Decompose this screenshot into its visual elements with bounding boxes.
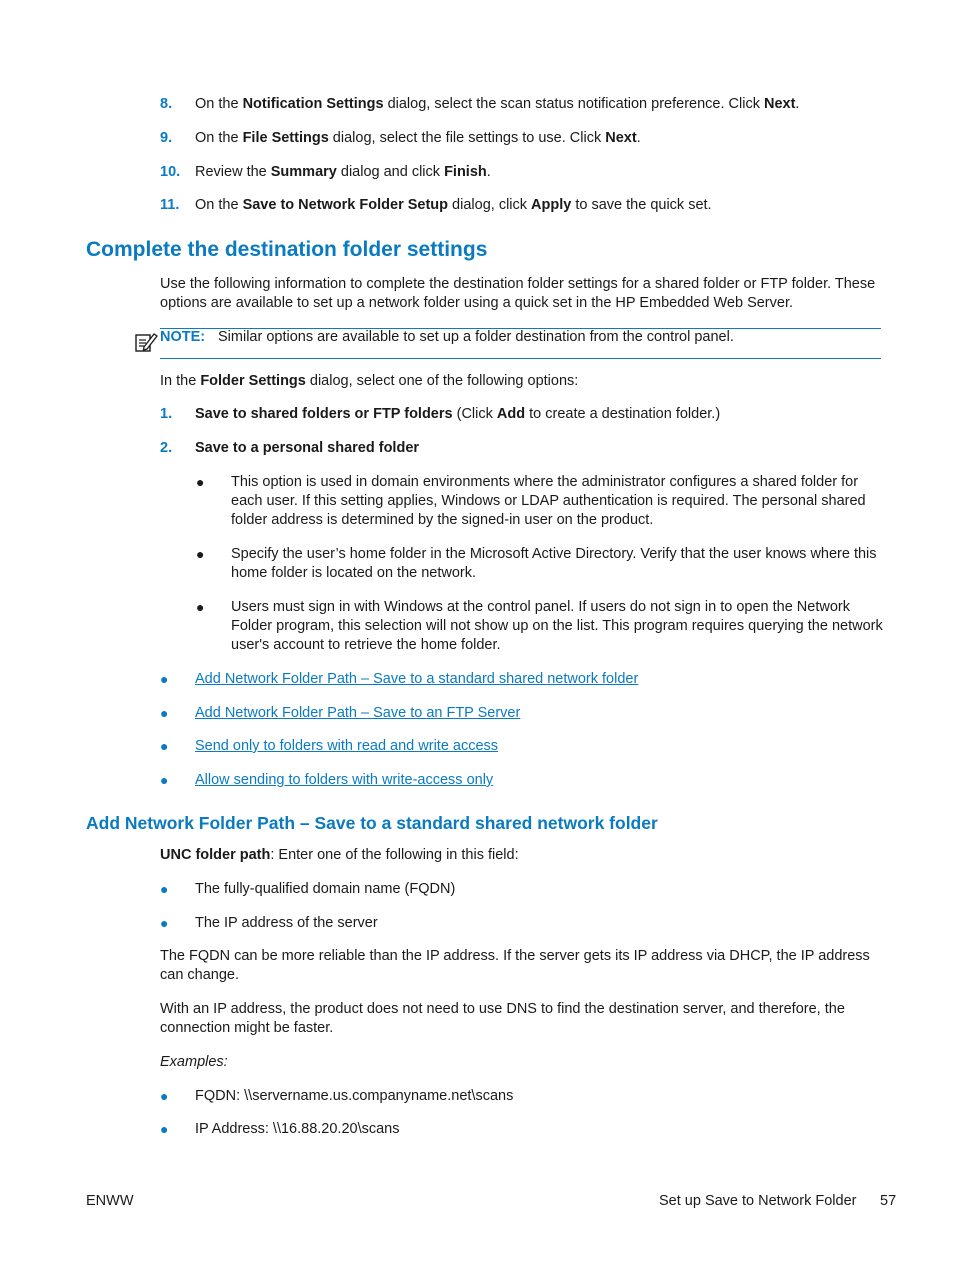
note-label: NOTE: xyxy=(160,329,206,345)
option-1-text: Save to shared folders or FTP folders (Click Add to create a destination folder.) xyxy=(195,406,721,422)
note-text: Similar options are available to set up a folder destination from the control panel. xyxy=(218,329,734,345)
unc-intro: UNC folder path: Enter one of the following in this field: xyxy=(160,847,519,863)
bullet-icon: ● xyxy=(196,546,205,562)
step-number: 10. xyxy=(160,164,181,180)
bullet-icon: ● xyxy=(160,915,169,931)
bullet-icon: ● xyxy=(196,474,205,490)
bullet-icon: ● xyxy=(160,881,169,897)
section-heading: Complete the destination folder settings xyxy=(86,238,488,261)
footer-left: ENWW xyxy=(86,1193,134,1209)
example-item: FQDN: \\servername.us.companyname.net\scans xyxy=(195,1088,514,1104)
option-number: 2. xyxy=(160,440,173,456)
list-item: The IP address of the server xyxy=(195,915,378,931)
list-item: The fully-qualified domain name (FQDN) xyxy=(195,881,456,897)
link-write-access-only[interactable]: Allow sending to folders with write-access only xyxy=(195,772,494,788)
fqdn-paragraph: The FQDN can be more reliable than the IP address. If the server gets its IP address via DHCP, the IP address can change. xyxy=(160,948,870,983)
bullet-icon: ● xyxy=(160,671,169,687)
folder-settings-intro: In the Folder Settings dialog, select one of the following options: xyxy=(160,373,579,389)
example-item: IP Address: \\16.88.20.20\scans xyxy=(195,1121,400,1137)
bullet-icon: ● xyxy=(160,738,169,754)
bullet-icon: ● xyxy=(160,1088,169,1104)
footer-title: Set up Save to Network Folder xyxy=(659,1193,857,1209)
section-intro: Use the following information to complete the destination folder settings for a shared folder or FTP folder. These options are available to set up a network folder using a quick set in the HP Embedded Web Server. xyxy=(160,276,876,311)
step-10-text: Review the Summary dialog and click Finish. xyxy=(195,164,491,180)
examples-label: Examples: xyxy=(160,1054,228,1070)
page-number: 57 xyxy=(880,1193,897,1209)
sub-bullet-text: Users must sign in with Windows at the control panel. If users do not sign in to open the Network Folder program, this selection will not show up on the list. This program requires querying the network user's account to retrieve the home folder. xyxy=(231,599,883,653)
link-read-write-access[interactable]: Send only to folders with read and write access xyxy=(195,738,499,754)
bullet-icon: ● xyxy=(160,772,169,788)
note-icon xyxy=(134,331,158,353)
link-ftp-server[interactable]: Add Network Folder Path – Save to an FTP Server xyxy=(195,705,521,721)
step-number: 11. xyxy=(160,197,180,213)
step-9-text: On the File Settings dialog, select the file settings to use. Click Next. xyxy=(195,130,641,146)
step-11-text: On the Save to Network Folder Setup dialog, click Apply to save the quick set. xyxy=(195,197,712,213)
bullet-icon: ● xyxy=(160,1121,169,1137)
option-2-text: Save to a personal shared folder xyxy=(195,440,420,456)
sub-bullet-text: This option is used in domain environments where the administrator configures a shared folder for each user. If this setting applies, Windows or LDAP authentication is required. The personal shared folder address is determined by the signed-in user on the product. xyxy=(231,474,866,528)
subsection-heading: Add Network Folder Path – Save to a standard shared network folder xyxy=(86,813,658,833)
ip-paragraph: With an IP address, the product does not need to use DNS to find the destination server, and therefore, the connection might be faster. xyxy=(160,1001,845,1036)
note-bottom-rule xyxy=(160,358,881,359)
step-8-text: On the Notification Settings dialog, select the scan status notification preference. Click Next. xyxy=(195,96,800,112)
bullet-icon: ● xyxy=(160,705,169,721)
step-number: 9. xyxy=(160,130,173,146)
step-number: 8. xyxy=(160,96,173,112)
link-standard-shared-folder[interactable]: Add Network Folder Path – Save to a standard shared network folder xyxy=(195,671,639,687)
bullet-icon: ● xyxy=(196,599,205,615)
option-number: 1. xyxy=(160,406,173,422)
sub-bullet-text: Specify the user’s home folder in the Microsoft Active Directory. Verify that the user knows where this home folder is located on the network. xyxy=(231,546,877,581)
